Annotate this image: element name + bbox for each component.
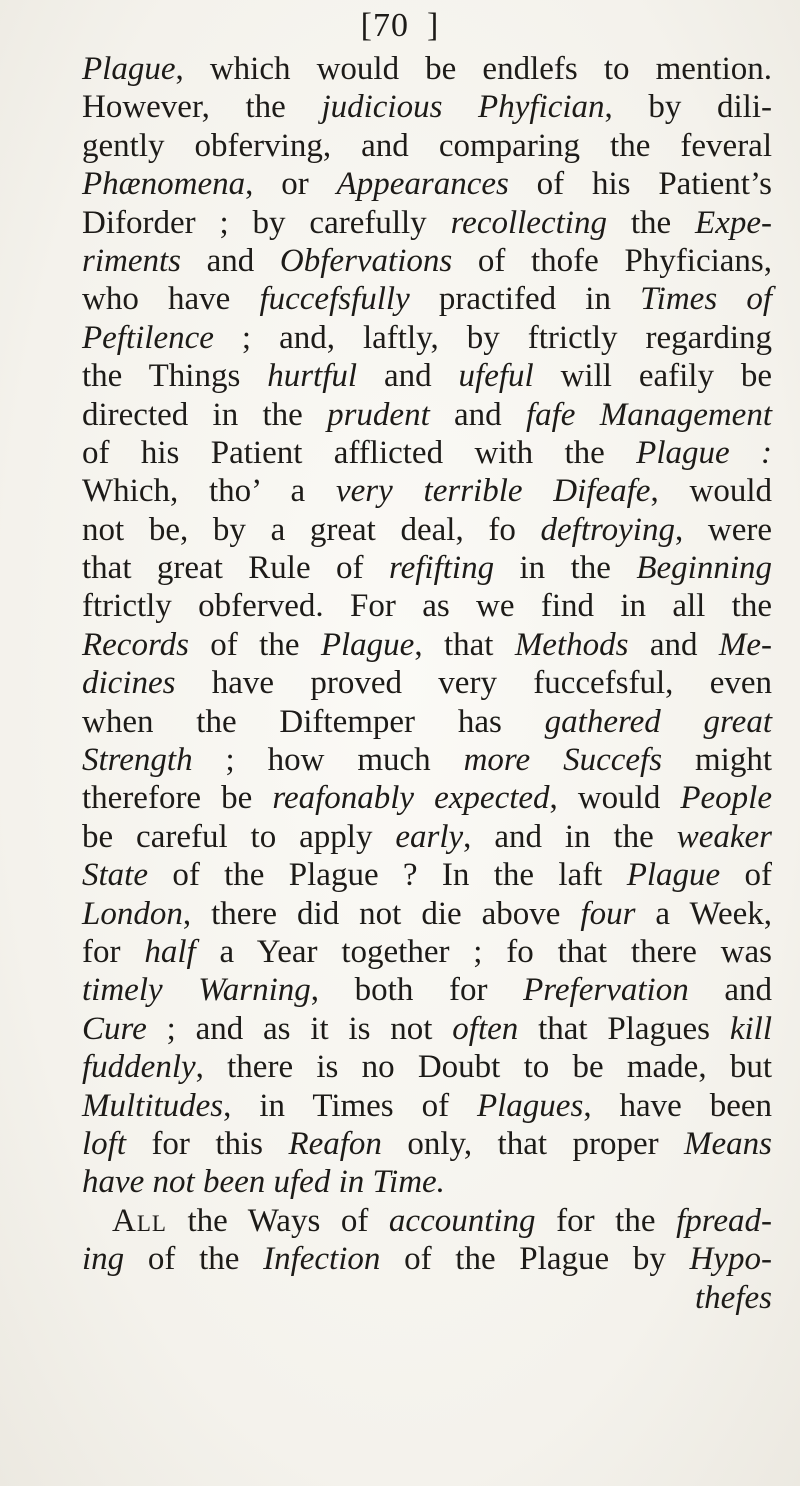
italic-phrase: fpread- xyxy=(676,1202,773,1239)
text-line xyxy=(82,933,772,971)
text-run: might xyxy=(662,742,772,779)
text-line xyxy=(82,1202,772,1240)
italic-phrase: Records xyxy=(82,626,189,663)
italic-phrase: often xyxy=(452,1010,519,1047)
italic-phrase: very terrible Difeafe xyxy=(335,473,651,510)
text-line xyxy=(82,741,772,779)
text-run: , there is no Doubt to be made, but xyxy=(195,1049,772,1086)
text-run: However, the xyxy=(82,89,322,126)
italic-phrase: reafonably expected xyxy=(272,780,550,817)
italic-phrase: weaker xyxy=(676,818,772,855)
text-line xyxy=(82,856,772,894)
text-line xyxy=(82,88,772,126)
italic-phrase: People xyxy=(680,780,772,817)
italic-phrase: Appearances xyxy=(336,166,509,203)
text-line xyxy=(82,587,772,625)
text-line xyxy=(82,703,772,741)
text-run: of xyxy=(720,857,772,894)
italic-phrase: judicious Phyfician xyxy=(321,89,605,126)
text-line xyxy=(82,1048,772,1086)
text-run: ; and as it is not xyxy=(146,1010,453,1047)
text-line xyxy=(82,549,772,587)
text-run: , would xyxy=(549,780,681,817)
text-line xyxy=(82,280,772,318)
italic-phrase: prudent xyxy=(327,396,430,433)
text-line xyxy=(82,204,772,242)
text-line xyxy=(82,971,772,1009)
text-run: directed in the xyxy=(82,396,328,433)
text-run: ftrictly obferved. For as we find in all the xyxy=(82,588,772,625)
page-number: 70 xyxy=(373,7,409,44)
italic-phrase: riments xyxy=(82,242,181,279)
text-run: ; how much xyxy=(192,742,464,779)
text-run: in the xyxy=(494,550,637,587)
italic-phrase: ing xyxy=(82,1241,125,1278)
text-run: and xyxy=(688,972,773,1009)
text-run: , would xyxy=(650,473,772,510)
italic-phrase: London xyxy=(82,895,183,932)
page-number-bracket-open: [ xyxy=(360,7,373,44)
text-run: , and in the xyxy=(463,818,677,855)
italic-phrase: more Succefs xyxy=(463,742,663,779)
italic-phrase: accounting xyxy=(388,1202,536,1239)
italic-phrase: Phænomena xyxy=(82,166,246,203)
italic-phrase: Expe- xyxy=(695,204,772,241)
text-run: , that xyxy=(414,626,515,663)
text-run: not be, by a great deal, fo xyxy=(82,511,541,548)
italic-phrase: Means xyxy=(684,1125,772,1162)
italic-phrase: Reafon xyxy=(288,1125,382,1162)
text-run: and xyxy=(628,626,719,663)
text-run: of thofe Phyficians, xyxy=(452,242,773,279)
text-run: gently obferving, and comparing the feveral xyxy=(82,127,772,164)
page-number-bracket-close: ] xyxy=(427,7,440,44)
text-line xyxy=(82,1087,772,1125)
text-run: will eafily be xyxy=(533,358,773,395)
italic-phrase: Plague xyxy=(82,51,176,87)
italic-phrase: State xyxy=(82,857,148,894)
text-run: who have xyxy=(82,281,260,318)
text-line xyxy=(82,396,772,434)
text-line xyxy=(82,1010,772,1048)
text-run: only, that proper xyxy=(381,1125,685,1162)
text-run: for xyxy=(82,933,145,970)
text-run: practifed in xyxy=(409,281,641,318)
text-run: and xyxy=(357,358,459,395)
text-line xyxy=(82,319,772,357)
italic-phrase: Plague : xyxy=(636,434,773,471)
text-run: the xyxy=(606,204,696,241)
text-line xyxy=(82,511,772,549)
italic-phrase: ufeful xyxy=(458,358,534,395)
text-line xyxy=(82,1163,772,1201)
text-line xyxy=(82,779,772,817)
italic-phrase: Peftilence xyxy=(82,319,214,356)
italic-phrase: Plagues xyxy=(476,1087,584,1124)
text-line xyxy=(82,664,772,702)
body-text xyxy=(82,50,772,1317)
text-run: Which, tho’ a xyxy=(82,473,336,510)
italic-phrase: loft xyxy=(82,1125,127,1162)
text-run: , were xyxy=(674,511,772,548)
text-run: of the xyxy=(188,626,321,663)
italic-phrase: Methods xyxy=(514,626,629,663)
text-run: the Things xyxy=(82,358,268,395)
italic-phrase: half xyxy=(144,933,196,970)
text-line xyxy=(82,127,772,165)
text-run: Diforder ; by carefully xyxy=(82,204,451,241)
text-run: when the Diftemper has xyxy=(82,703,545,740)
text-line xyxy=(82,50,772,88)
italic-phrase: fuccefsfully xyxy=(259,281,410,318)
text-run: of the xyxy=(124,1241,264,1278)
italic-phrase: Beginning xyxy=(636,550,772,587)
text-run: be careful to apply xyxy=(82,818,396,855)
text-run: for this xyxy=(126,1125,289,1162)
text-run: , in Times of xyxy=(223,1087,477,1124)
text-run: and xyxy=(181,242,280,279)
text-line xyxy=(82,626,772,664)
text-run: a Year together ; fo that there was xyxy=(195,933,772,970)
text-line xyxy=(82,818,772,856)
italic-phrase: Prefervation xyxy=(523,972,689,1009)
italic-phrase: have not been ufed in Time. xyxy=(82,1164,445,1201)
italic-phrase: Obfervations xyxy=(279,242,453,279)
page-header xyxy=(0,6,800,46)
text-run: that great Rule of xyxy=(82,550,389,587)
text-run: for the xyxy=(535,1202,677,1239)
text-line xyxy=(82,357,772,395)
text-run: have proved very fuccefsful, even xyxy=(175,665,772,702)
italic-phrase: Multitudes xyxy=(82,1087,224,1124)
text-run: that Plagues xyxy=(518,1010,730,1047)
italic-phrase: Me- xyxy=(718,626,772,663)
text-line xyxy=(82,1125,772,1163)
text-line xyxy=(82,242,772,280)
italic-phrase: Hypo- xyxy=(689,1241,772,1278)
text-run: , or xyxy=(245,166,337,203)
text-run: and xyxy=(429,396,526,433)
italic-phrase: early xyxy=(395,818,464,855)
italic-phrase: recollecting xyxy=(450,204,607,241)
text-line xyxy=(82,472,772,510)
italic-phrase: Strength xyxy=(82,742,193,779)
text-run: therefore be xyxy=(82,780,273,817)
italic-phrase: deftroying xyxy=(540,511,675,548)
text-run: , both for xyxy=(310,972,524,1009)
text-run: , by dili- xyxy=(604,89,772,126)
italic-phrase: Plague xyxy=(320,626,415,663)
italic-phrase: Plague xyxy=(626,857,721,894)
italic-phrase: gathered great xyxy=(544,703,772,740)
text-run: of his Patient afflicted with the xyxy=(82,434,637,471)
text-run: a Week, xyxy=(635,895,772,932)
italic-phrase: Cure xyxy=(82,1010,147,1047)
italic-phrase: fuddenly xyxy=(82,1049,196,1086)
text-run: , have been xyxy=(583,1087,772,1124)
italic-phrase: thefes xyxy=(695,1279,772,1316)
italic-phrase: refifting xyxy=(388,550,495,587)
italic-phrase: fafe Management xyxy=(525,396,772,433)
text-line xyxy=(82,434,772,472)
text-line xyxy=(82,165,772,203)
text-run: of his Patient’s xyxy=(508,166,772,203)
text-run: , which would be endlefs to mention. xyxy=(175,51,772,87)
text-line xyxy=(82,1279,772,1317)
text-line xyxy=(82,895,772,933)
italic-phrase: hurtful xyxy=(267,358,358,395)
text-line xyxy=(82,1240,772,1278)
italic-phrase: kill xyxy=(729,1010,772,1047)
italic-phrase: four xyxy=(580,895,636,932)
text-run: All xyxy=(112,1202,167,1239)
italic-phrase: Infection xyxy=(263,1241,381,1278)
text-run: the Ways of xyxy=(166,1202,389,1239)
text-run: ; and, laftly, by ftrictly regarding xyxy=(213,319,772,356)
text-run: , there did not die above xyxy=(182,895,581,932)
italic-phrase: timely Warning xyxy=(82,972,311,1009)
italic-phrase: dicines xyxy=(82,665,176,702)
italic-phrase: Times of xyxy=(640,281,772,318)
text-run: of the Plague by xyxy=(380,1241,690,1278)
text-run: of the Plague ? In the laft xyxy=(147,857,627,894)
